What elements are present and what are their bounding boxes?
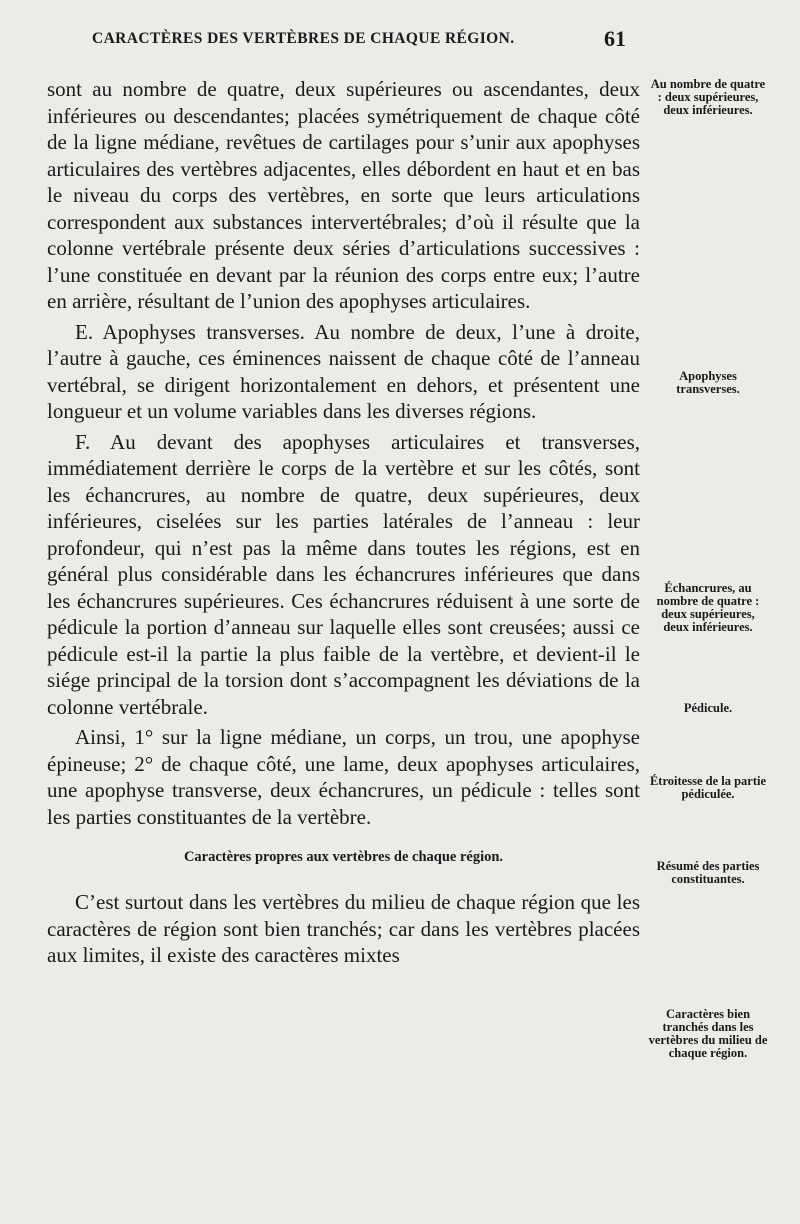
main-text xyxy=(47,76,640,969)
paragraph-articular-processes: sont au nombre de quatre, deux supérieures ou ascendantes, deux inférieures ou descendantes; placées symétriquement de chaque côté de la ligne médiane, revêtues de cartilages pour s’unir aux apophyses articulaires des vertèbres adjacentes, elles débordent en haut et en bas le niveau du corps des vertèbres, en sorte que leurs articulations correspondent aux substances intervertébrales; d’où il résulte que la colonne vertébrale présente deux séries d’articulations successives : l’une constituée en devant par la réunion des corps entre eux; l’autre en arrière, résultant de l’union des apophyses articulaires. xyxy=(47,77,640,313)
paragraph-regional-characters: C’est surtout dans les vertèbres du milieu de chaque région que les caractères de région sont bien tranchés; car dans les vertèbres placées aux limites, il existe des caractères mixtes xyxy=(47,890,640,967)
margin-note-summary: Résumé des parties constituantes. xyxy=(656,859,760,886)
paragraph-notches: F. Au devant des apophyses articulaires et transverses, immédiatement derrière le corps de la vertèbre et sur les côtés, sont les échancrures, au nombre de quatre, deux supérieures, deux inférieures, ciselées sur les parties latérales de l’anneau : leur profondeur, qui n’est pas la même dans toutes les régions, est en général plus considérable dans les échancrures inférieures que dans les échancrures supérieures. Ces échancrures réduisent à une sorte de pédicule la portion d’anneau sur laquelle elles sont creusées; aussi ce pédicule est-il la partie la plus faible de la vertèbre, et devient-il le siége principal de la torsion dont s’accompagnent les déviations de la colonne vertébrale. xyxy=(47,429,640,719)
margin-note-transverse: Apophyses transverses. xyxy=(676,369,740,396)
section-subheading: Caractères propres aux vertèbres de chaque région. xyxy=(183,849,504,865)
page-number: 61 xyxy=(604,26,626,51)
margin-note-regional: Caractères bien tranchés dans les vertèbres du milieu de chaque région. xyxy=(648,1007,768,1060)
margin-note-pedicle: Pédicule. xyxy=(683,701,733,715)
margin-note-narrowness: Étroitesse de la partie pédiculée. xyxy=(649,774,767,801)
margin-note-notches: Échancrures, au nombre de quatre : deux supérieures, deux inférieures. xyxy=(656,581,760,634)
paragraph-transverse-processes: E. Apophyses transverses. Au nombre de deux, l’une à droite, l’autre à gauche, ces éminences naissent de chaque côté de l’anneau vertébral, se dirigent horizontalement en dehors, et présentent une longueur et un volume variables dans les diverses régions. xyxy=(47,319,640,423)
paragraph-summary: Ainsi, 1° sur la ligne médiane, un corps, un trou, une apophyse épineuse; 2° de chaque côté, une lame, deux apophyses articulaires, une apophyse transverse, deux échancrures, un pédicule : telles sont les parties constituantes de la vertèbre. xyxy=(47,725,640,829)
margin-note-number-articular: Au nombre de quatre : deux supérieures, deux inférieures. xyxy=(650,77,766,117)
running-title: CARACTÈRES DES VERTÈBRES DE CHAQUE RÉGION. xyxy=(92,30,515,47)
